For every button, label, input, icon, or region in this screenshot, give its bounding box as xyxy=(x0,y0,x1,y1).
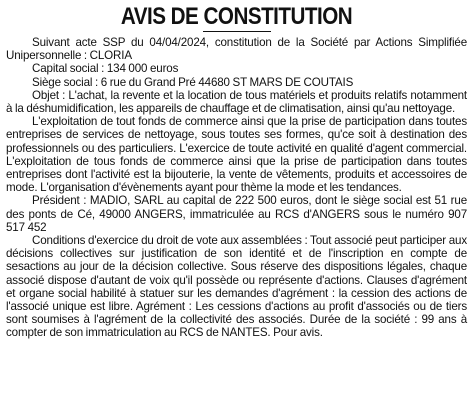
paragraph-activities: L'exploitation de tout fonds de commerce ainsi que la prise de participation dans toutes entreprises de services de nettoyage, sous toutes ses formes, qu'ce soit à destination des professionnels ou des particuliers. L'exercice de toute activité en qualité d'agent commercial. L'exploitation de tous fonds de commerce ainsi que la prise de participation dans toutes entreprises dont l'activité est la bijouterie, la vente de vêtements, produits et accessoires de mode. L'organisation d'évènements ayant pour thème la mode et les tendances. xyxy=(6,115,467,195)
paragraph-deed: Suivant acte SSP du 04/04/2024, constitution de la Société par Actions Simplifiée Unipersonnelle : CLORIA xyxy=(6,36,467,63)
paragraph-capital: Capital social : 134 000 euros xyxy=(32,62,179,76)
legal-notice xyxy=(6,4,467,340)
paragraph-registered-office: Siège social : 6 rue du Grand Pré 44680 ST MARS DE COUTAIS xyxy=(32,75,354,89)
title-underline xyxy=(203,31,271,32)
paragraph-president: Président : MADIO, SARL au capital de 222 500 euros, dont le siège social est 51 rue des ponts de Cé, 49000 ANGERS, immatriculée au RCS d'ANGERS sous le numéro 907 517 452 xyxy=(6,194,467,234)
notice-title: AVIS DE CONSTITUTION xyxy=(120,3,353,30)
paragraph-purpose: Objet : L'achat, la revente et la location de tous matériels et produits relatifs notamment à la déshumidification, les appareils de chauffage et de climatisation, ainsi qu'au nettoyage. xyxy=(6,88,467,116)
notice-body xyxy=(6,36,467,340)
paragraph-voting-conditions: Conditions d'exercice du droit de vote aux assemblées : Tout associé peut participer aux décisions collectives sur justification de son identité et de l'inscription en compte de sesactions au jour de la décision collective. Sous réserve des dispositions légales, chaque associé dispose d'autant de voix qu'il possède ou représente d'actions. Clauses d'agrément et organe social habilité à statuer sur les demandes d'agrément : la cession des actions de l'associé unique est libre. Agrément : Les cessions d'actions au profit d'associés ou de tiers sont soumises à l'agrément de la collectivité des associés. Durée de la société : 99 ans à compter de son immatriculation au RCS de NANTES. Pour avis. xyxy=(6,234,467,340)
